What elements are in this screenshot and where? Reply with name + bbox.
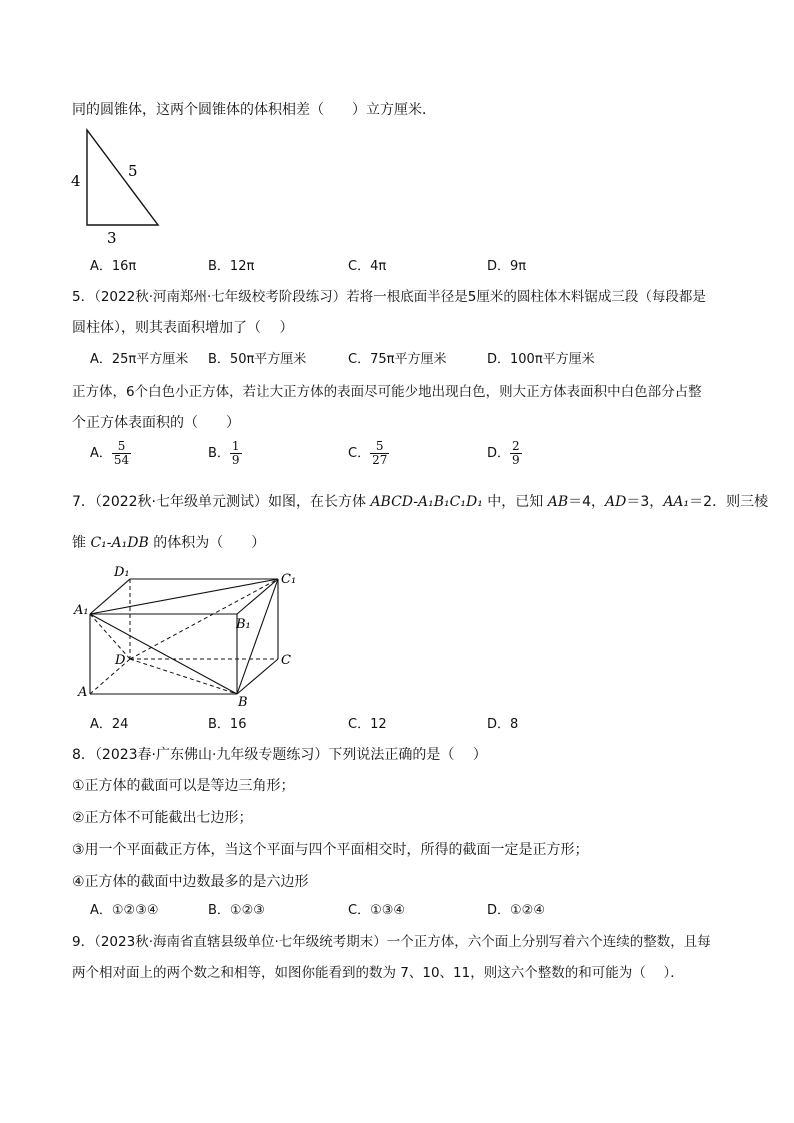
q9-line1: 9．（2023秋·海南省直辖县级单位·七年级统考期末）一个正方体，六个面上分别写着六个连续的整数，且每 bbox=[72, 934, 711, 950]
q6-option-b-den: 9 bbox=[231, 453, 240, 467]
q7-pyramid-name: C₁-A₁DB bbox=[90, 535, 149, 551]
triangle-label-5: 5 bbox=[128, 162, 138, 180]
q8-option-d[interactable]: D．①②④ bbox=[487, 903, 545, 918]
q5-line1: 5．（2022秋·河南郑州·七年级校考阶段练习）若将一根底面半径是5厘米的圆柱体木料锯成三段（每段都是 bbox=[72, 289, 706, 305]
q6-option-b-label: B． bbox=[208, 446, 230, 461]
label-a: A bbox=[78, 685, 88, 700]
q7-line2-a: 锥 bbox=[72, 535, 91, 551]
right-triangle bbox=[87, 130, 158, 225]
q6-option-c-num: 5 bbox=[370, 440, 389, 454]
q6-option-d-den: 9 bbox=[512, 453, 520, 467]
q6-option-d-num: 2 bbox=[512, 439, 520, 453]
q8-option-a[interactable]: A．①②③④ bbox=[90, 903, 159, 918]
label-b1: B₁ bbox=[236, 617, 251, 632]
q8-statement-3: ③用一个平面截正方体，当这个平面与四个平面相交时，所得的截面一定是正方形； bbox=[72, 842, 589, 858]
q6-option-b-fraction bbox=[230, 440, 242, 467]
label-c1: C₁ bbox=[281, 572, 297, 587]
q5-line2: 圆柱体），则其表面积增加了（ ） bbox=[72, 320, 294, 336]
q7-ab: AB bbox=[547, 494, 569, 510]
label-d1: D₁ bbox=[114, 565, 130, 580]
q9-line2: 两个相对面上的两个数之和相等，如图你能看到的数为 7、10、11，则这六个整数的和可能为（ ）． bbox=[72, 965, 684, 981]
q4-option-c[interactable]: C．4π bbox=[348, 259, 387, 274]
q6-option-a-label: A． bbox=[90, 446, 112, 461]
q7-line1-a: 7．（2022秋·七年级单元测试）如图，在长方体 bbox=[72, 494, 371, 510]
q6-line2: 个正方体表面积的（ ） bbox=[72, 415, 240, 431]
q7-ad-val: ＝3， bbox=[626, 494, 664, 510]
q5-option-c[interactable]: C．75π平方厘米 bbox=[348, 352, 447, 367]
q6-option-d-fraction bbox=[510, 440, 522, 467]
q8-option-b[interactable]: B．①②③ bbox=[208, 903, 265, 918]
q7-line2 bbox=[72, 533, 265, 553]
q7-prism-name: ABCD-A₁B₁C₁D₁ bbox=[370, 494, 483, 510]
q6-line1: 正方体，6个白色小正方体，若让大正方体的表面尽可能少地出现白色，则大正方体表面积中白色部分占整 bbox=[72, 384, 702, 400]
q7-option-b[interactable]: B．16 bbox=[208, 717, 247, 732]
q6-option-d[interactable] bbox=[487, 440, 522, 467]
q5-option-d[interactable]: D．100π平方厘米 bbox=[487, 352, 595, 367]
hidden-edge-dc1 bbox=[130, 579, 278, 659]
q7-ad: AD bbox=[605, 494, 627, 510]
label-a1: A₁ bbox=[74, 603, 89, 618]
q6-option-b[interactable] bbox=[208, 440, 242, 467]
label-b: B bbox=[238, 695, 248, 710]
q6-option-c[interactable] bbox=[348, 440, 389, 467]
q5-option-b[interactable]: B．50π平方厘米 bbox=[208, 352, 307, 367]
q6-option-a-fraction bbox=[112, 440, 131, 467]
q7-option-a[interactable]: A．24 bbox=[90, 717, 129, 732]
label-d: D bbox=[115, 653, 126, 668]
q7-option-d[interactable]: D．8 bbox=[487, 717, 519, 732]
q8-option-c[interactable]: C．①③④ bbox=[348, 903, 406, 918]
q6-option-d-label: D． bbox=[487, 446, 511, 461]
q8-statement-1: ①正方体的截面可以是等边三角形； bbox=[72, 778, 295, 794]
q7-line1-i: ＝2．则三棱 bbox=[689, 494, 769, 510]
triangle-label-4: 4 bbox=[71, 172, 81, 190]
q7-line1-c: 中，已知 bbox=[482, 494, 548, 510]
hidden-edge-db bbox=[130, 659, 237, 694]
q8-statement-2: ②正方体不可能截出七边形； bbox=[72, 810, 253, 826]
q6-option-a[interactable] bbox=[90, 440, 131, 467]
q6-option-c-label: C． bbox=[348, 446, 371, 461]
q7-line2-c: 的体积为（ ） bbox=[148, 535, 266, 551]
q6-option-b-num: 1 bbox=[231, 439, 240, 453]
q4-stem-tail: 同的圆锥体，这两个圆锥体的体积相差（ ）立方厘米． bbox=[72, 102, 436, 118]
q6-option-c-den: 27 bbox=[372, 453, 388, 467]
q7-line1 bbox=[72, 492, 768, 512]
q8-line1: 8．（2023春·广东佛山·九年级专题练习）下列说法正确的是（ ） bbox=[72, 747, 487, 763]
label-c: C bbox=[281, 653, 291, 668]
edge-a1c1 bbox=[90, 579, 278, 614]
edge-a1d1 bbox=[90, 579, 130, 614]
q7-option-c[interactable]: C．12 bbox=[348, 717, 387, 732]
q4-option-b[interactable]: B．12π bbox=[208, 259, 255, 274]
q6-option-c-fraction bbox=[370, 440, 389, 467]
q7-ab-val: ＝4， bbox=[568, 494, 606, 510]
edge-a1b bbox=[90, 614, 237, 694]
q6-option-a-num: 5 bbox=[112, 440, 131, 454]
q5-option-a[interactable]: A．25π平方厘米 bbox=[90, 352, 189, 367]
q4-option-d[interactable]: D．9π bbox=[487, 259, 527, 274]
q4-triangle-figure bbox=[60, 128, 180, 248]
triangle-label-3: 3 bbox=[107, 229, 117, 247]
q6-option-a-den: 54 bbox=[113, 453, 130, 467]
q8-statement-4: ④正方体的截面中边数最多的是六边形 bbox=[72, 874, 309, 890]
q7-aa1: AA₁ bbox=[663, 494, 690, 510]
q4-option-a[interactable]: A．16π bbox=[90, 259, 137, 274]
q7-cuboid-figure bbox=[70, 560, 310, 710]
